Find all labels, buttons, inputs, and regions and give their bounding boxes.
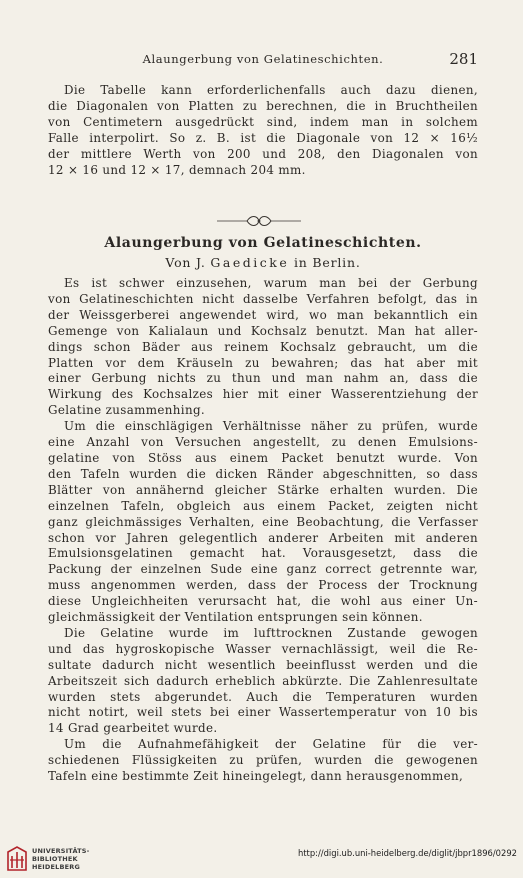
ornament-divider-icon [215,214,303,228]
text-line: der mittlere Werth von 200 und 208, den Diagonalen von [48,146,478,161]
byline-prefix: Von J. [165,255,211,270]
text-line: Es ist schwer einzusehen, warum man bei der Gerbung [64,276,478,290]
library-line: UNIVERSITÄTS- [32,847,90,855]
text-line: schon vor Jahren gelegentlich anderer Arbeiten mit anderen [48,530,478,545]
text-line: Blätter von annähernd gleicher Stärke erhalten wurden. Die [48,482,478,497]
text-line: Arbeitszeit sich dadurch erheblich abkürzte. Die Zahlenresultate [48,673,478,688]
text-line: Um die einschlägigen Verhältnisse näher zu prüfen, wurde [64,419,478,434]
text-line: von Centimetern ausgedrückt sind, indem man in solchem [48,114,478,129]
text-line: Gelatine zusammenhing. [48,403,206,418]
text-line: gelatine von Stöss aus einem Packet benutzt wurde. Von [48,450,478,465]
text-line: einzelnen Tafeln, obgleich aus einem Packet, zeigten nicht [48,498,478,513]
text-line: den Tafeln wurden die dicken Ränder abgeschnitten, so dass [48,466,478,481]
library-line: BIBLIOTHEK [32,855,78,863]
text-line: 14 Grad gearbeitet wurde. [48,721,218,736]
running-title: Alaungerbung von Gelatineschichten. [142,52,384,66]
text-line: ganz gleichmässiges Verhalten, eine Beobachtung, die Verfasser [48,514,478,529]
text-line: gleichmässigkeit der Ventilation entsprungen sein können. [48,610,423,625]
text-line: eine Anzahl von Versuchen angestellt, zu denen Emulsions- [48,435,478,450]
byline-suffix: in Berlin. [289,255,361,270]
article-byline [48,255,478,270]
text-line: muss angenommen werden, dass der Process der Trocknung [48,578,478,593]
text-line: nicht notirt, weil stets bei einer Wassertemperatur von 10 bis [48,705,478,720]
text-line: einer Gerbung nichts zu thun und man nahm an, dass die [48,371,478,386]
text-line: dings schon Bäder aus reinem Kochsalz gebraucht, um die [48,339,478,354]
text-line: Platten vor dem Kräuseln zu bewahren; das hat aber mit [48,355,478,370]
text-line: Tafeln eine bestimmte Zeit hineingelegt, dann herausgenommen, [48,769,464,784]
text-line: die Diagonalen von Platten zu berechnen, die in Bruchtheilen [48,98,478,113]
text-line: Wirkung des Kochsalzes hier mit einer Wasserentziehung der [48,387,478,402]
text-line: wurden stets abgerundet. Auch die Temperaturen wurden [48,689,478,704]
article-title: Alaungerbung von Gelatineschichten. [104,235,422,251]
text-line: Die Gelatine wurde im lufttrocknen Zustande gewogen [64,625,478,640]
university-library-logo-icon [6,846,28,872]
text-line: 12 × 16 und 12 × 17, demnach 204 mm. [48,162,306,177]
text-line: Emulsionsgelatinen gemacht hat. Vorausgesetzt, dass die [48,546,478,561]
text-line: von Gelatineschichten nicht dasselbe Verfahren befolgt, das in [48,291,478,306]
library-line: HEIDELBERG [32,863,81,871]
source-url-link[interactable]: http://digi.ub.uni-heidelberg.de/diglit/jbpr1896/0292 [297,848,517,858]
text-line: Die Tabelle kann erforderlichenfalls auch dazu dienen, [64,83,478,97]
text-line: Um die Aufnahmefähigkeit der Gelatine für die ver- [64,737,478,752]
running-head [48,52,478,70]
library-name [32,847,90,871]
page-number: 281 [449,50,478,68]
paragraph-table-note [48,83,478,178]
article-body [48,276,478,785]
library-logo[interactable] [6,846,126,874]
text-line: Falle interpolirt. So z. B. ist die Diagonale von 12 × 16½ [48,130,478,145]
author-name: Gaedicke [210,255,290,270]
text-line: sultate dadurch nicht wesentlich beeinflusst werden und die [48,657,478,672]
text-line: diese Ungleichheiten verursacht hat, die wohl aus einer Un- [48,594,478,609]
text-line: Packung der einzelnen Sude eine ganz correct getrennte war, [48,562,478,577]
text-line: schiedenen Flüssigkeiten zu prüfen, wurden die gewogenen [48,753,478,768]
text-line: der Weissgerberei angewendet wird, wo man bekanntlich ein [48,307,478,322]
text-line: Gemenge von Kalialaun und Kochsalz benutzt. Man hat aller- [48,323,478,338]
text-line: und das hygroskopische Wasser vernachlässigt, weil die Re- [48,641,478,656]
